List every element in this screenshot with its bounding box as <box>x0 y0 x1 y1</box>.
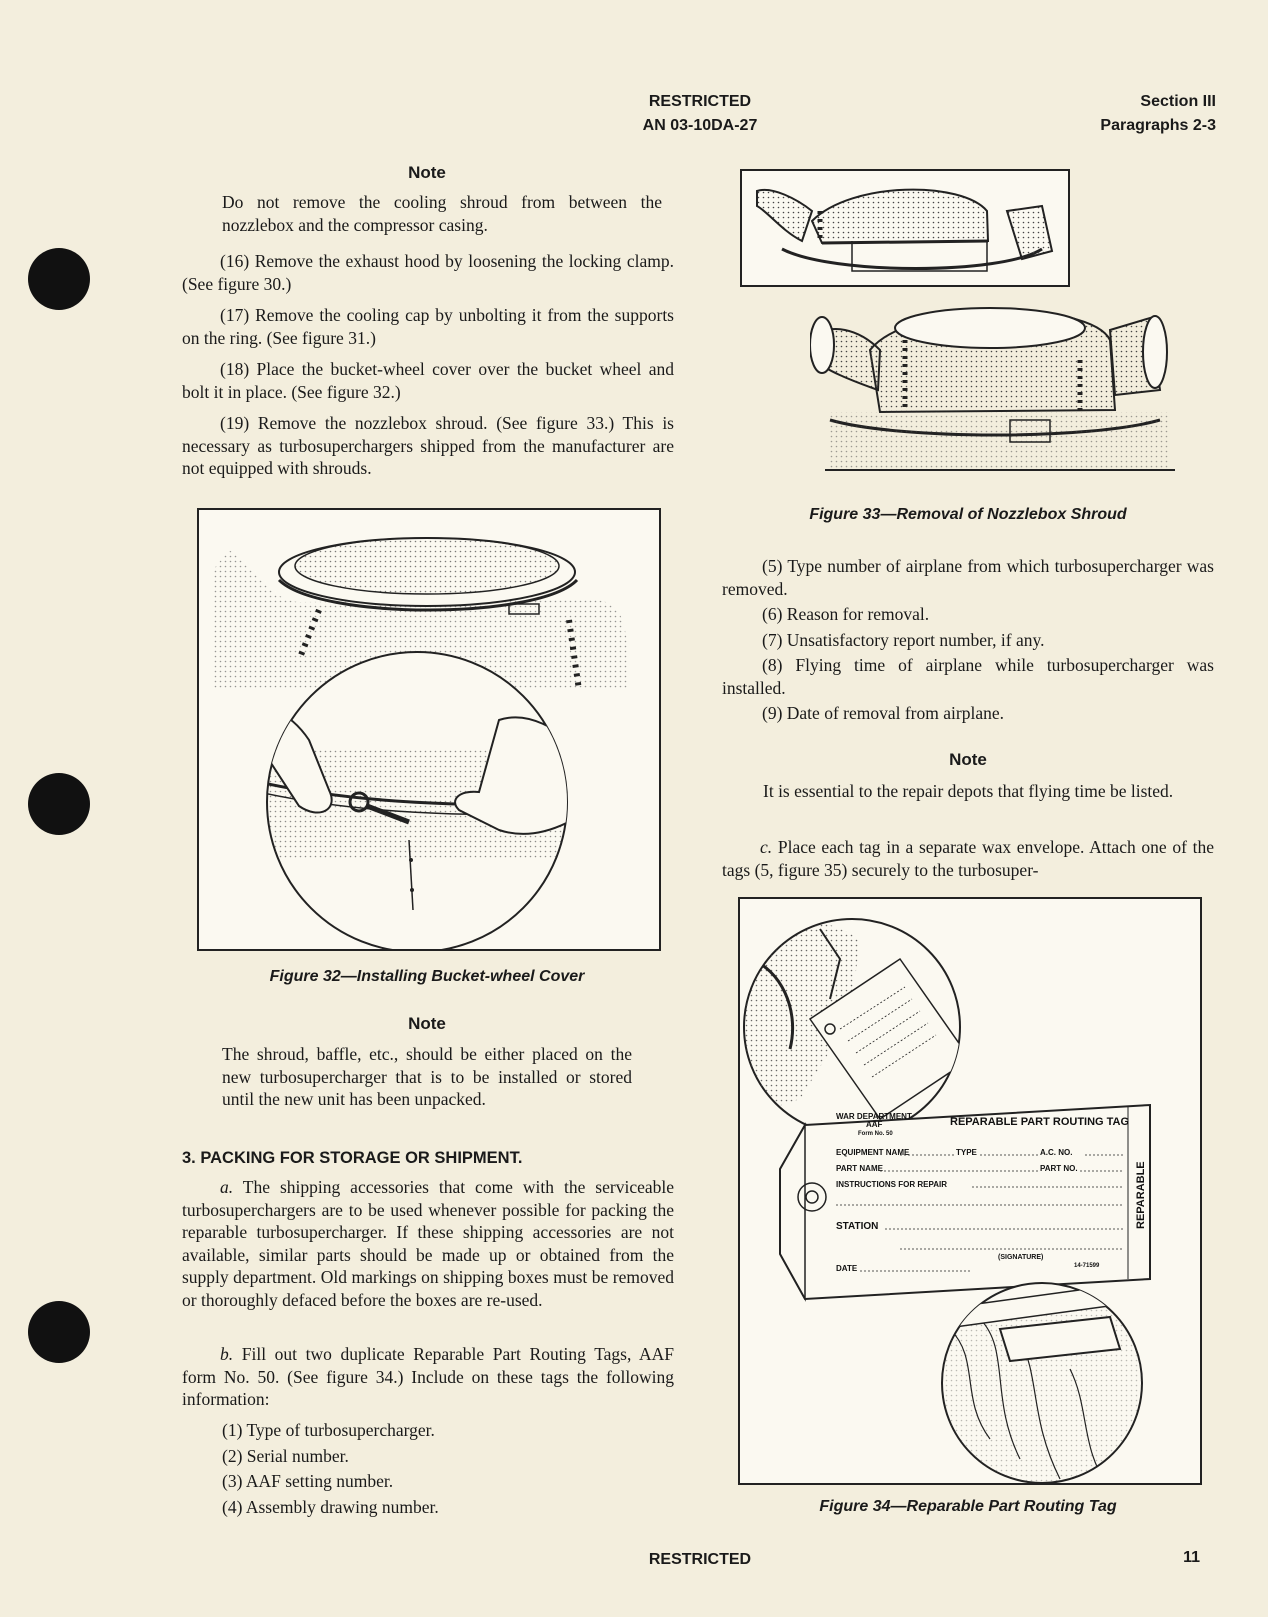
tag-code: 14-71599 <box>1074 1263 1100 1269</box>
header-section: Section III <box>1140 93 1216 110</box>
header-paragraphs: Paragraphs 2-3 <box>1100 117 1216 134</box>
paragraph-c <box>722 836 1214 881</box>
note-heading-2: Note <box>408 1014 446 1033</box>
page-number: 11 <box>1183 1549 1200 1566</box>
tag-part-name: PART NAME <box>836 1164 883 1173</box>
exhaust-hood-illustration <box>742 171 1068 285</box>
paragraph-a-text: The shipping accessories that come with the serviceable turbosuperchargers are to be used whenever possible for packing the reparable turbosupercharger. If these shipping accessories are not available, similar parts should be made up or obtained from the supply department. Old markings on shipping boxes must be removed or thoroughly defaced before the boxes are re-used. <box>182 1177 675 1310</box>
step-18: (18) Place the bucket-wheel cover over the bucket wheel and bolt it in place. (See figure 32.) <box>182 359 674 402</box>
list-item: (8) Flying time of airplane while turbosupercharger was installed. <box>722 655 1214 698</box>
info-list-left <box>222 1419 662 1521</box>
figure-32-caption: Figure 32—Installing Bucket-wheel Cover <box>269 968 585 985</box>
bucket-wheel-cover-illustration <box>199 510 659 949</box>
binder-hole-top <box>28 248 90 310</box>
list-item: (5) Type number of airplane from which turbosupercharger was removed. <box>722 556 1214 599</box>
figure-33-upper <box>740 169 1070 287</box>
header-doc-number: AN 03-10DA-27 <box>642 117 758 134</box>
footer-restricted: RESTRICTED <box>648 1551 752 1568</box>
tag-part-no: PART NO. <box>1040 1164 1078 1173</box>
list-item: (7) Unsatisfactory report number, if any. <box>762 629 1045 650</box>
list-item: (3) AAF setting number. <box>222 1471 394 1491</box>
paragraph-a <box>182 1176 674 1311</box>
nozzlebox-shroud-illustration <box>810 300 1190 480</box>
list-item: (6) Reason for removal. <box>762 604 930 624</box>
binder-hole-middle <box>28 773 90 835</box>
tag-station: STATION <box>836 1221 879 1232</box>
figure-34-caption: Figure 34—Reparable Part Routing Tag <box>819 1498 1117 1515</box>
note-text-3: It is essential to the repair depots that flying time be listed. <box>763 781 1174 801</box>
paragraph-b-label: b. <box>220 1344 234 1364</box>
list-item: (1) Type of turbosupercharger. <box>222 1420 435 1440</box>
binder-hole-bottom <box>28 1301 90 1363</box>
header-center <box>560 90 840 138</box>
header-right <box>1000 90 1216 138</box>
paragraph-c-text: Place each tag in a separate wax envelope. Attach one of the tags (5, figure 35) securely to the turbosuper- <box>722 837 1214 880</box>
step-19: (19) Remove the nozzlebox shroud. (See figure 33.) This is necessary as turbosuperchargers shipped from the manufacturer are not equipped with shrouds. <box>182 413 674 478</box>
tag-date: DATE <box>836 1264 858 1273</box>
step-17: (17) Remove the cooling cap by unbolting it from the supports on the ring. (See figure 31.) <box>182 305 674 348</box>
header-restricted: RESTRICTED <box>648 93 752 110</box>
tag-equipment-name: EQUIPMENT NAME <box>836 1148 910 1157</box>
note-text-2: The shroud, baffle, etc., should be either placed on the new turbosupercharger that is to be installed or stored until the new unit has been unpacked. <box>222 1044 632 1109</box>
list-item: (2) Serial number. <box>222 1445 349 1466</box>
routing-tag-illustration <box>740 899 1200 1483</box>
list-item: (9) Date of removal from airplane. <box>762 703 1004 723</box>
tag-instructions: INSTRUCTIONS FOR REPAIR <box>836 1180 947 1189</box>
section-heading-packing: 3. PACKING FOR STORAGE OR SHIPMENT. <box>182 1149 523 1167</box>
figure-33-caption: Figure 33—Removal of Nozzlebox Shroud <box>809 506 1127 523</box>
tag-title: REPARABLE PART ROUTING TAG <box>950 1116 1130 1128</box>
tag-department: WAR DEPARTMENT <box>836 1112 912 1121</box>
note-heading-1: Note <box>408 163 446 182</box>
figure-34 <box>738 897 1202 1485</box>
list-item: (4) Assembly drawing number. <box>222 1496 439 1517</box>
tag-form: Form No. 50 <box>858 1131 893 1137</box>
figure-32 <box>197 508 661 951</box>
tag-ac-no: A.C. NO. <box>1040 1148 1073 1157</box>
info-list-right <box>722 555 1214 728</box>
note-heading-3: Note <box>949 750 987 769</box>
paragraph-b <box>182 1343 674 1411</box>
paragraph-a-label: a. <box>220 1177 234 1197</box>
note-text-1: Do not remove the cooling shroud from between the nozzlebox and the compressor casing. <box>222 192 662 235</box>
tag-aaf: AAF <box>866 1120 883 1129</box>
tag-signature: (SIGNATURE) <box>998 1254 1044 1261</box>
tag-type: TYPE <box>956 1148 977 1157</box>
step-16: (16) Remove the exhaust hood by loosening the locking clamp. (See figure 30.) <box>182 251 674 294</box>
tag-side-label: REPARABLE <box>1135 1161 1147 1229</box>
paragraph-c-label: c. <box>760 837 773 857</box>
paragraph-b-text: Fill out two duplicate Reparable Part Routing Tags, AAF form No. 50. (See figure 34.) Include on these tags the following information: <box>182 1344 675 1409</box>
